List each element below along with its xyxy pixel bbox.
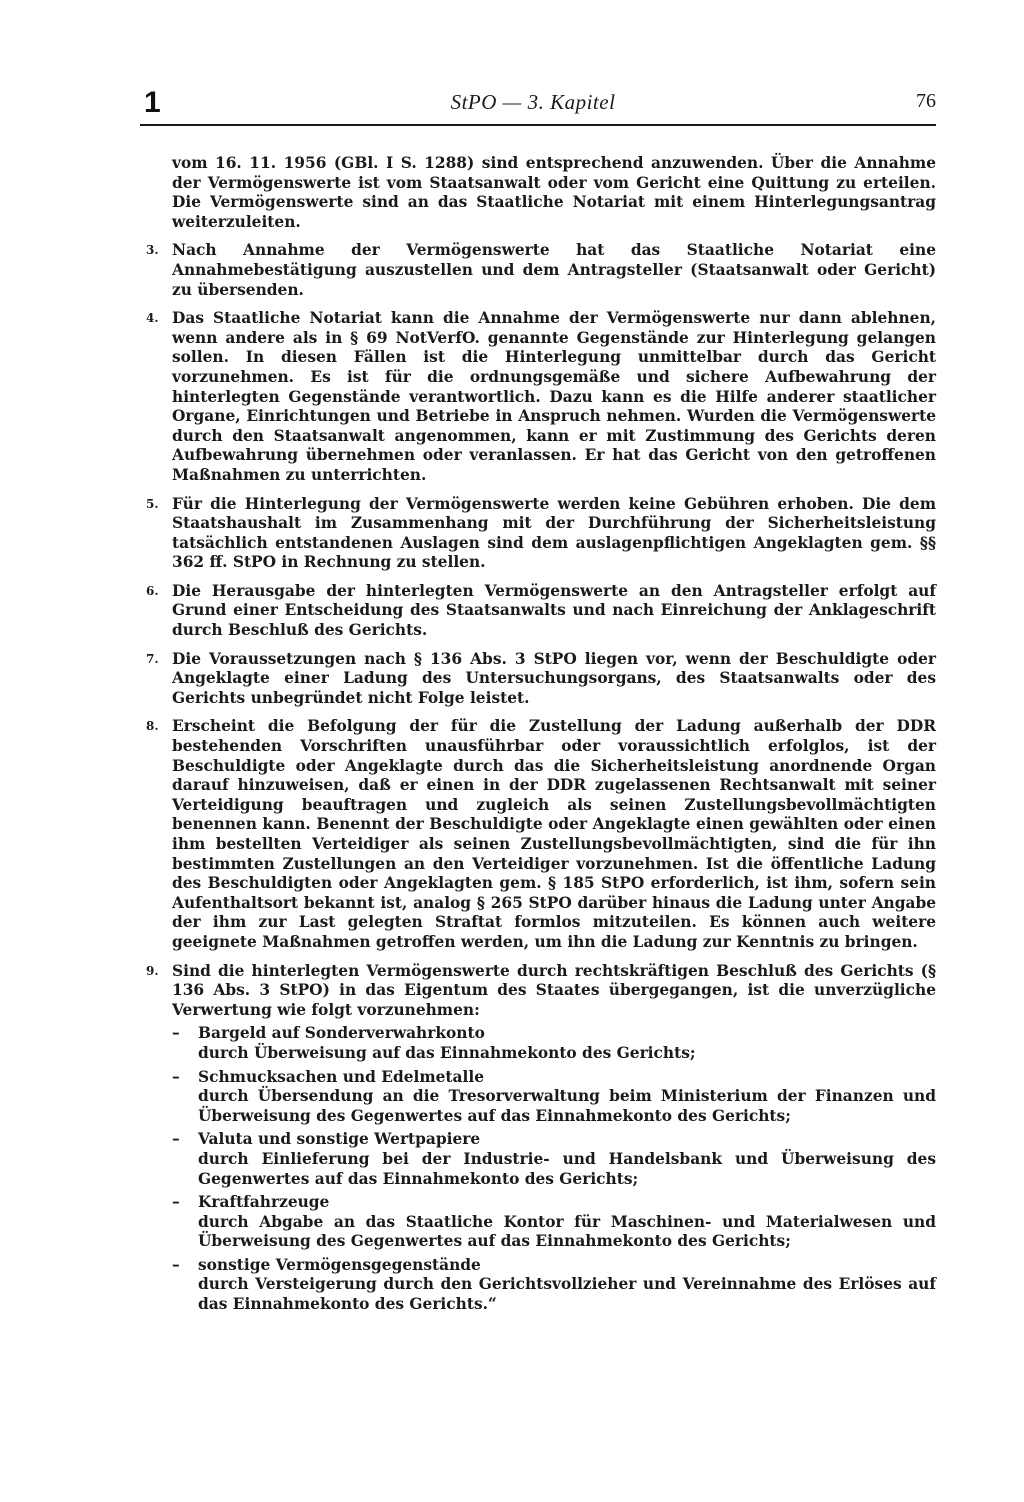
item-text: Nach Annahme der Vermögenswerte hat das Staatliche Notariat eine Annahmebestätigung auszustellen und dem Antragsteller (Staatsanwalt oder Gericht) zu übersenden.: [172, 241, 936, 299]
item-text: Erscheint die Befolgung der für die Zustellung der Ladung außerhalb der DDR bestehenden Vorschriften unausführbar oder voraussichtlich erfolglos, ist der Beschuldigte oder Angeklagte durch das die Sicherheitsleistung anordnende Organ darauf hinzuweisen, daß er einen in der DDR zugelassenen Rechtsanwalt mit seiner Verteidigung beauftragen und zugleich als seinen Zustellungsbevollmächtigten benennen kann. Benennt der Beschuldigte oder Angeklagte einen gewählten oder einen ihm bestellten Verteidiger als seinen Zustellungsbevollmächtigten, sind die für ihn bestimmten Zustellungen an den Verteidiger vorzunehmen. Ist die öffentliche Ladung des Beschuldigten oder Angeklagten gem. § 185 StPO erforderlich, ist ihm, sofern sein Aufenthaltsort bekannt ist, analog § 265 StPO darüber hinaus die Ladung unter Angabe der ihm zur Last gelegten Straftat formlos mitzuteilen. Es können auch weitere geeignete Maßnahmen getroffen werden, um ihn die Ladung zur Kenntnis zu bringen.: [172, 717, 936, 951]
entry-body: durch Einlieferung bei der Industrie- und Handelsbank und Überweisung des Gegenwertes auf das Einnahmekonto des Gerichts;: [198, 1149, 936, 1188]
item-text: Das Staatliche Notariat kann die Annahme der Vermögenswerte nur dann ablehnen, wenn andere als in § 69 NotVerfO. genannte Gegenstände zur Hinterlegung gelangen sollen. In diesen Fällen ist die Hinterlegung unmittelbar durch das Gericht vorzunehmen. Es ist für die ordnungsgemäße und sichere Aufbewahrung der hinterlegten Gegenstände verantwortlich. Dazu kann es die Hilfe anderer staatlicher Organe, Einrichtungen und Betriebe in Anspruch nehmen. Wurden die Vermögenswerte durch den Staatsanwalt angenommen, kann er mit Zustimmung des Gerichts deren Aufbewahrung übernehmen oder veranlassen. Er hat das Gericht von den getroffenen Maßnahmen zu unterrichten.: [172, 309, 936, 484]
disposal-entry: [172, 1130, 936, 1189]
header-rule: [140, 124, 936, 126]
item-text: Für die Hinterlegung der Vermögenswerte werden keine Gebühren erhoben. Die dem Staatshaushalt im Zusammenhang mit der Durchführung der Sicherheitsleistung tatsächlich entstandenen Auslagen sind dem auslagenpflichtigen Angeklagten gem. §§ 362 ff. StPO in Rechnung zu stellen.: [172, 494, 936, 572]
dash-marker: –: [172, 1130, 180, 1149]
dash-marker: –: [172, 1024, 180, 1043]
entry-heading: Kraftfahrzeuge: [198, 1193, 330, 1212]
item-number: 5.: [146, 496, 159, 511]
item-number: 3.: [146, 243, 159, 258]
disposal-entry: [172, 1068, 936, 1127]
item-number: 4.: [146, 311, 159, 326]
item-number: 7.: [146, 651, 159, 666]
item-number: 8.: [146, 719, 159, 734]
disposal-entry: [172, 1256, 936, 1315]
entry-body: durch Abgabe an das Staatliche Kontor für Maschinen- und Materialwesen und Überweisung des Gegenwertes auf das Einnahmekonto des Gerichts;: [198, 1212, 936, 1251]
entry-body: durch Versteigerung durch den Gerichtsvollzieher und Vereinnahme des Erlöses auf das Einnahmekonto des Gerichts.“: [198, 1275, 936, 1314]
list-item-9: [140, 962, 936, 1315]
list-item-6: [140, 582, 936, 641]
entry-heading: Valuta und sonstige Wertpapiere: [198, 1130, 481, 1149]
list-item-3: [140, 241, 936, 300]
list-item-4: [140, 309, 936, 485]
item-text: Sind die hinterlegten Vermögenswerte durch rechtskräftigen Beschluß des Gerichts (§ 136 Abs. 3 StPO) in das Eigentum des Staates übergegangen, ist die unverzügliche Verwertung wie folgt vorzunehmen:: [172, 961, 936, 1019]
entry-heading: Bargeld auf Sonderverwahrkonto: [198, 1024, 485, 1043]
entry-heading: Schmucksachen und Edelmetalle: [198, 1067, 484, 1086]
page-header: [130, 86, 936, 126]
intro-paragraph: vom 16. 11. 1956 (GBl. I S. 1288) sind entsprechend anzuwenden. Über die Annahme der Vermögenswerte ist vom Staatsanwalt oder vom Gericht eine Quittung zu erteilen. Die Vermögenswerte sind an das Staatliche Notariat mit einem Hinterlegungsantrag weiterzuleiten.: [172, 154, 936, 231]
dash-marker: –: [172, 1193, 180, 1212]
entry-body: durch Übersendung an die Tresorverwaltung beim Ministerium der Finanzen und Überweisung des Gegenwertes auf das Einnahmekonto des Gerichts;: [198, 1087, 936, 1125]
item-text: Die Voraussetzungen nach § 136 Abs. 3 StPO liegen vor, wenn der Beschuldigte oder Angeklagte einer Ladung des Untersuchungsorgans, des Staatsanwalts oder des Gerichts unbegründet nicht Folge leistet.: [172, 649, 936, 707]
page-number: 76: [916, 90, 936, 112]
entry-heading: sonstige Vermögensgegenstände: [198, 1255, 481, 1274]
item-text: Die Herausgabe der hinterlegten Vermögenswerte an den Antragsteller erfolgt auf Grund einer Entscheidung des Staatsanwalts und nach Einreichung der Anklageschrift durch Beschluß des Gerichts.: [172, 581, 936, 640]
list-item-8: [140, 717, 936, 952]
running-title: StPO — 3. Kapitel: [450, 90, 616, 114]
dash-marker: –: [172, 1255, 180, 1274]
list-item-7: [140, 650, 936, 709]
item-number: 9.: [146, 963, 159, 978]
disposal-entry: [172, 1024, 936, 1063]
disposal-entry: [172, 1193, 936, 1252]
page-body: [140, 154, 936, 1315]
entry-body: durch Überweisung auf das Einnahmekonto des Gerichts;: [198, 1043, 696, 1062]
disposal-list: [172, 1024, 936, 1314]
section-number: 1: [144, 86, 161, 119]
list-item-5: [140, 495, 936, 573]
dash-marker: –: [172, 1067, 180, 1086]
item-number: 6.: [146, 583, 159, 598]
